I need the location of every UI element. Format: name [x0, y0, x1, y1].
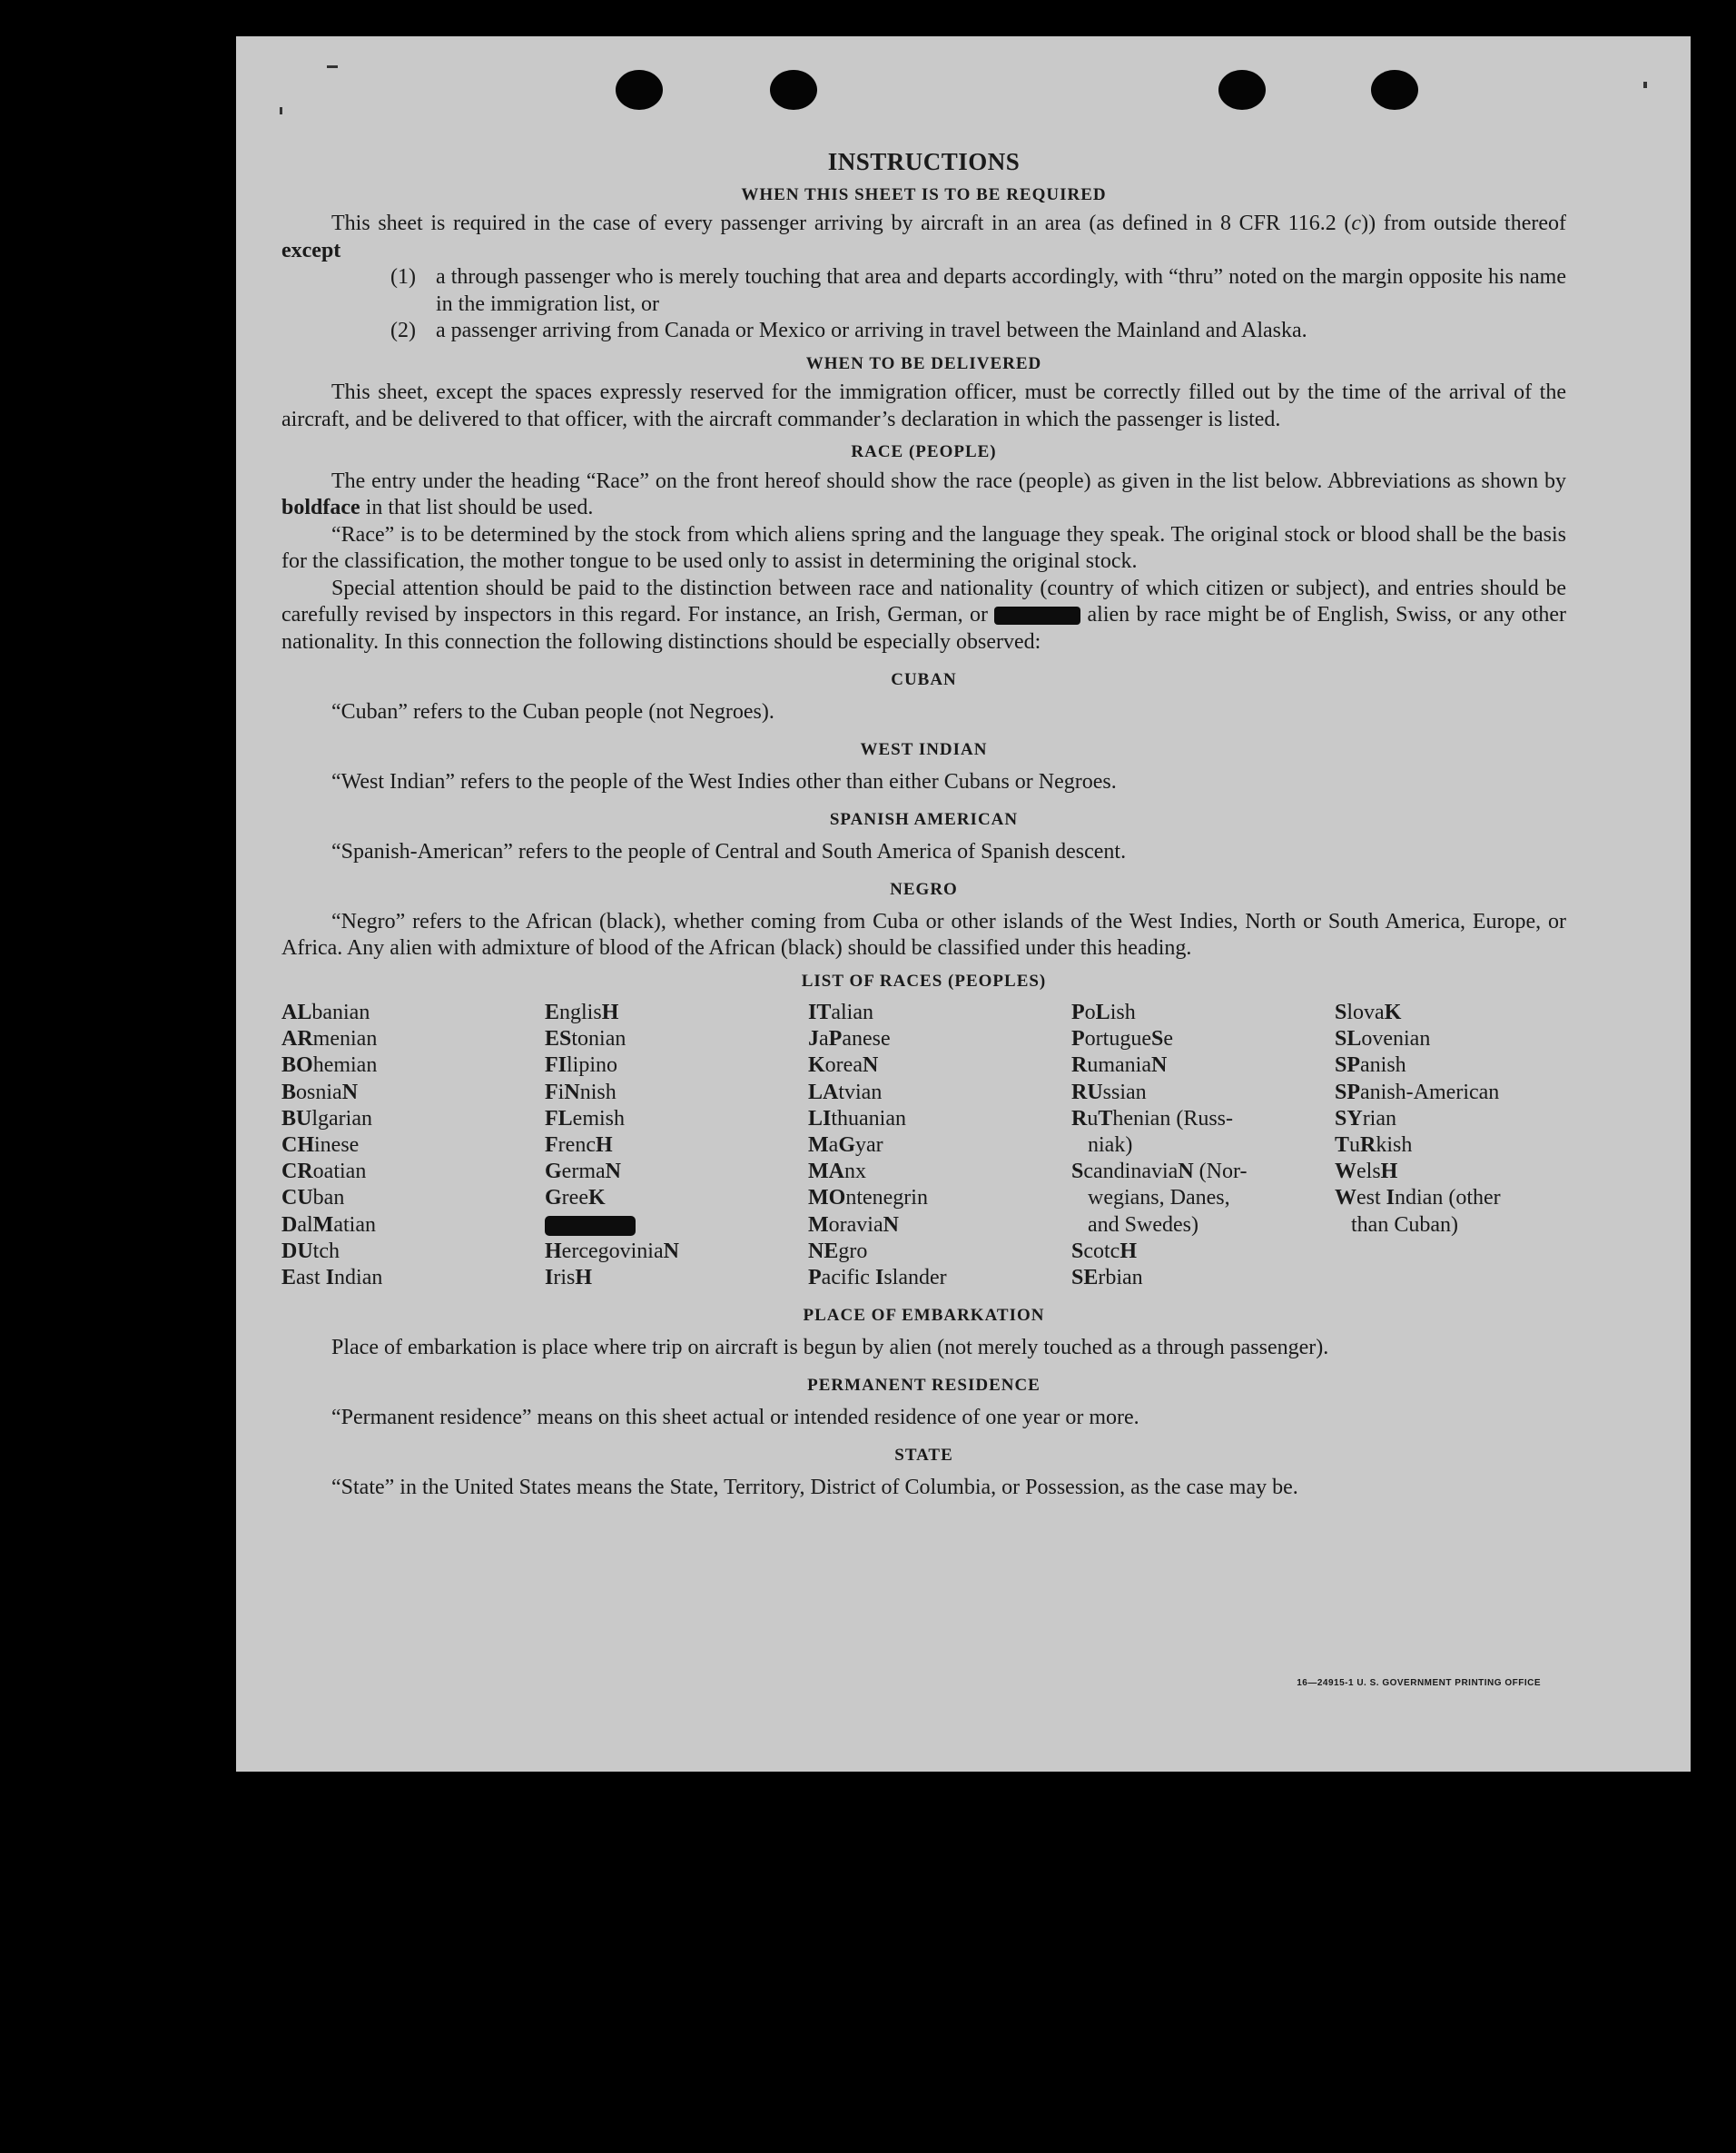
- race-entry: LIthuanian: [808, 1106, 906, 1131]
- race-entry: RumaniaN: [1071, 1053, 1168, 1078]
- punch-hole: [770, 70, 817, 110]
- race-entry: MOntenegrin: [808, 1186, 928, 1210]
- race-entry: [1335, 1239, 1566, 1265]
- race-entry: BOhemian: [281, 1053, 378, 1078]
- race-entry: SErbian: [1071, 1266, 1143, 1290]
- race-entry: SPanish-American: [1335, 1080, 1500, 1104]
- scan-mark: [280, 107, 282, 114]
- section-heading-west-indian: WEST INDIAN: [860, 740, 988, 759]
- race-entry: FrencH: [545, 1133, 613, 1158]
- race-entry: Pacific Islander: [808, 1266, 947, 1290]
- race-entry: wegians, Danes,: [1071, 1186, 1230, 1210]
- race-entry: SlovaK: [1335, 1001, 1402, 1024]
- race-entry: SLovenian: [1335, 1027, 1431, 1052]
- race-entry: RuThenian (Russ-: [1071, 1106, 1234, 1131]
- race-paragraph-2: “Race” is to be determined by the stock from which aliens spring and the language they speak. The original stock or blood shall be the basis for the classification, the mother tongue to be used only to assist in determining the original stock.: [281, 522, 1566, 573]
- race-entry: West Indian (other: [1335, 1186, 1501, 1210]
- race-entry: EStonian: [545, 1027, 626, 1052]
- race-entry: FiNnish: [545, 1080, 616, 1104]
- section-heading-residence: PERMANENT RESIDENCE: [807, 1376, 1041, 1396]
- race-entry: East Indian: [281, 1266, 383, 1290]
- race-entry: KoreaN: [808, 1053, 879, 1078]
- redaction-mark: [545, 1216, 636, 1236]
- section-heading-required: WHEN THIS SHEET IS TO BE REQUIRED: [741, 184, 1107, 204]
- section-heading-race: RACE (PEOPLE): [851, 442, 997, 461]
- race-entry: JaPanese: [808, 1027, 891, 1052]
- race-paragraph-1: The entry under the heading “Race” on the front hereof should show the race (people) as given in the list below. Abbreviations as shown by boldface in that list should be used.: [281, 469, 1566, 519]
- race-entry: RUssian: [1071, 1080, 1147, 1104]
- residence-text: “Permanent residence” means on this sheet actual or intended residence of one year or more.: [331, 1405, 1139, 1429]
- required-intro: This sheet is required in the case of every passenger arriving by aircraft in an area (as defined in 8 CFR 116.2 (c)) from outside thereof except: [281, 212, 1567, 262]
- race-entry: FLemish: [545, 1106, 625, 1131]
- west-indian-text: “West Indian” refers to the people of the West Indies other than either Cubans or Negroes.: [331, 769, 1117, 794]
- state-text: “State” in the United States means the State, Territory, District of Columbia, or Possession, as the case may be.: [331, 1475, 1298, 1499]
- race-entry: CRoatian: [281, 1160, 367, 1184]
- section-heading-negro: NEGRO: [890, 880, 958, 899]
- race-entry: BUlgarian: [281, 1106, 372, 1131]
- race-entry: IrisH: [545, 1266, 593, 1290]
- scan-mark: [1643, 82, 1647, 88]
- punch-hole: [1218, 70, 1266, 110]
- embarkation-text: Place of embarkation is place where trip on aircraft is begun by alien (not merely touched as a through passenger).: [331, 1335, 1329, 1359]
- race-entry: SPanish: [1335, 1053, 1406, 1078]
- scan-mark: [327, 65, 338, 68]
- spanish-american-text: “Spanish-American” refers to the people of Central and South America of Spanish descent.: [331, 839, 1127, 864]
- race-paragraph-3: Special attention should be paid to the distinction between race and nationality (country of which citizen or subject), and entries should be carefully revised by inspectors in this regard. For instance, an Irish, German, or alien by race might be of English, Swiss, or any other nationality. In this connection the following distinctions should be especially observed:: [281, 576, 1567, 654]
- punch-hole: [1371, 70, 1418, 110]
- race-entry: CHinese: [281, 1133, 360, 1158]
- race-entry: DalMatian: [281, 1212, 376, 1237]
- redaction-mark: [994, 607, 1080, 625]
- page-title: INSTRUCTIONS: [827, 148, 1021, 175]
- race-entry: MoraviaN: [808, 1212, 899, 1237]
- required-item-2: (2) a passenger arriving from Canada or Mexico or arriving in travel between the Mainland and Alaska.: [390, 319, 1307, 342]
- race-entry: HercegoviniaN: [545, 1239, 679, 1263]
- races-list: [281, 1000, 1566, 1291]
- cuban-text: “Cuban” refers to the Cuban people (not Negroes).: [331, 699, 774, 724]
- race-entry: PortugueSe: [1071, 1027, 1173, 1052]
- section-heading-state: STATE: [894, 1446, 953, 1466]
- race-entry: DUtch: [281, 1239, 340, 1263]
- race-entry: ALbanian: [281, 1001, 370, 1024]
- race-entry: LAtvian: [808, 1080, 883, 1104]
- race-entry: BosniaN: [281, 1080, 359, 1104]
- race-entry: EnglisH: [545, 1001, 619, 1024]
- race-entry: [545, 1212, 808, 1239]
- race-entry: GermaN: [545, 1160, 621, 1184]
- instructions-body: [281, 143, 1566, 1501]
- race-entry: ITalian: [808, 1001, 873, 1024]
- race-entry: SYrian: [1335, 1106, 1396, 1131]
- race-entry: CUban: [281, 1186, 345, 1210]
- race-entry: and Swedes): [1071, 1212, 1198, 1237]
- race-entry: FIlipino: [545, 1053, 618, 1078]
- race-entry: WelsH: [1335, 1160, 1398, 1184]
- race-entry: MAnx: [808, 1160, 866, 1184]
- required-item-1: (1) a through passenger who is merely touching that area and departs accordingly, with “thru” noted on the margin opposite his name in the immigration list, or: [390, 265, 1566, 316]
- section-heading-spanish-american: SPANISH AMERICAN: [829, 810, 1019, 829]
- section-heading-races-list: LIST OF RACES (PEOPLES): [801, 971, 1047, 991]
- printing-office-code: 16—24915-1 U. S. GOVERNMENT PRINTING OFFICE: [1297, 1678, 1541, 1688]
- race-entry: ScotcH: [1071, 1239, 1138, 1263]
- race-entry: ScandinaviaN (Nor-: [1071, 1160, 1248, 1184]
- section-heading-delivered: WHEN TO BE DELIVERED: [805, 353, 1042, 373]
- race-entry: MaGyar: [808, 1133, 883, 1158]
- race-entry: NEgro: [808, 1239, 868, 1263]
- negro-text: “Negro” refers to the African (black), whether coming from Cuba or other islands of the West Indies, North or South America, Europe, or Africa. Any alien with admixture of blood of the African (black) should be classified under this heading.: [281, 909, 1566, 960]
- race-entry: [1335, 1265, 1566, 1291]
- race-entry: TuRkish: [1335, 1133, 1413, 1158]
- race-entry: GreeK: [545, 1186, 606, 1210]
- race-entry: than Cuban): [1335, 1212, 1458, 1237]
- section-heading-cuban: CUBAN: [891, 670, 957, 689]
- race-entry: ARmenian: [281, 1027, 378, 1052]
- race-entry: PoLish: [1071, 1001, 1136, 1024]
- race-entry: niak): [1071, 1133, 1133, 1158]
- section-heading-embarkation: PLACE OF EMBARKATION: [803, 1306, 1045, 1326]
- document-sheet: [236, 36, 1691, 1772]
- punch-hole: [616, 70, 663, 110]
- delivered-text: This sheet, except the spaces expressly reserved for the immigration officer, must be correctly filled out by the time of the arrival of the aircraft, and be delivered to that officer, with the aircraft commander’s declaration in which the passenger is listed.: [281, 380, 1566, 431]
